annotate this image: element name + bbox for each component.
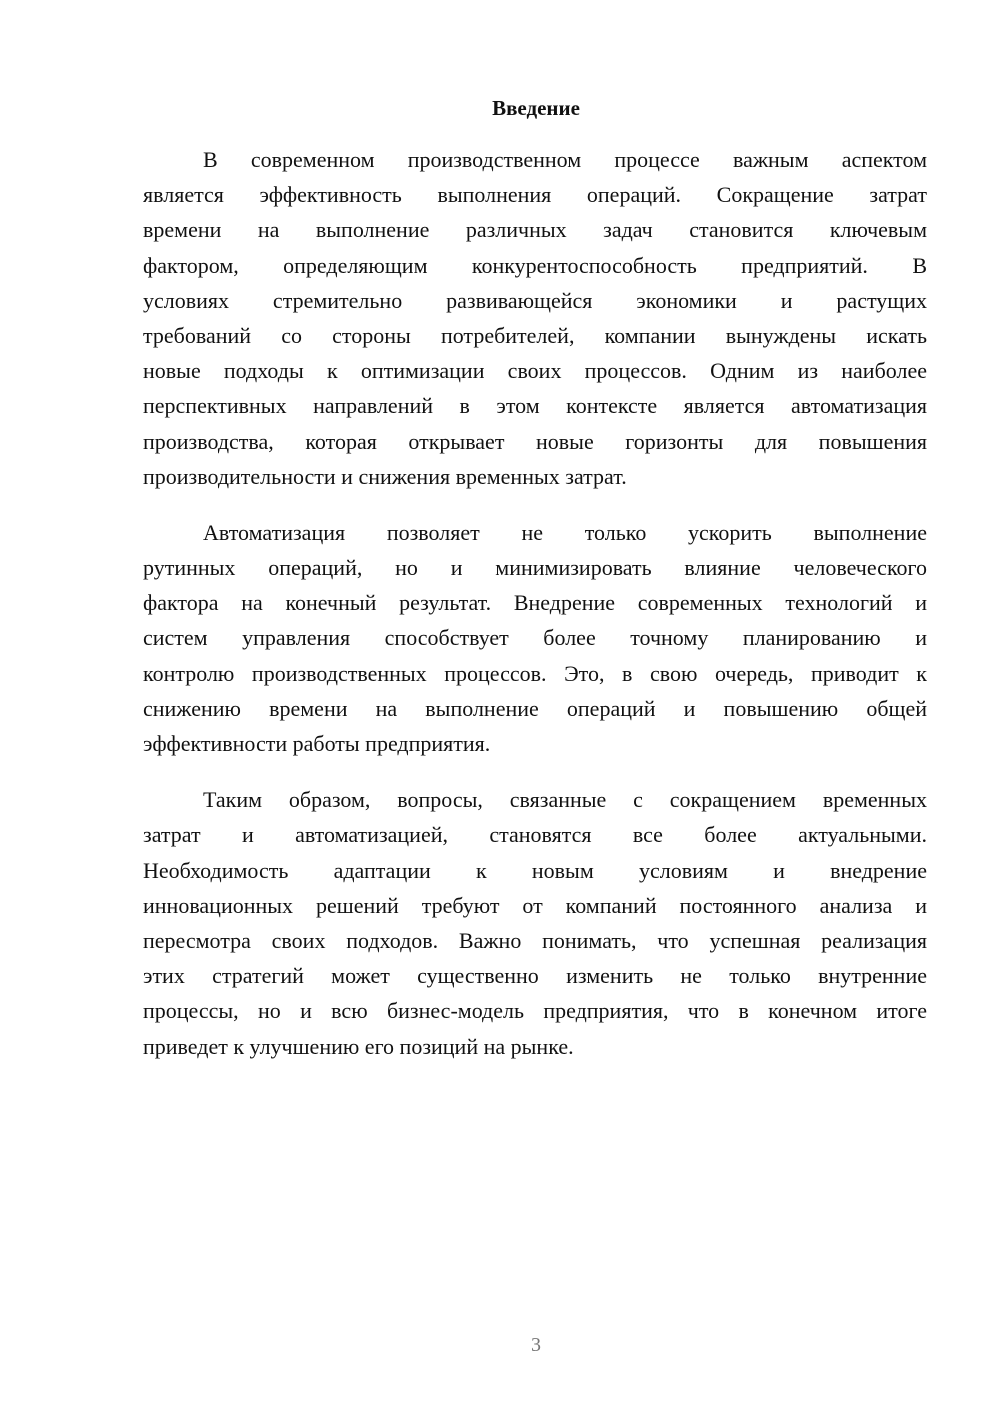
- text-line: фактором, определяющим конкурентоспособность предприятий. В: [143, 252, 927, 278]
- document-body: [143, 142, 927, 1085]
- text-line: снижению времени на выполнение операций и повышению общей: [143, 695, 927, 721]
- text-line: рутинных операций, но и минимизировать влияние человеческого: [143, 555, 927, 581]
- text-line: эффективности работы предприятия.: [143, 731, 491, 756]
- paragraph: [143, 142, 927, 494]
- text-line: инновационных решений требуют от компаний постоянного анализа и: [143, 892, 927, 918]
- text-line: времени на выполнение различных задач становится ключевым: [143, 217, 927, 243]
- text-line: приведет к улучшению его позиций на рынке.: [143, 1033, 574, 1059]
- paragraph: [143, 782, 927, 1064]
- text-line: производительности и снижения временных затрат.: [143, 463, 627, 489]
- text-line: Автоматизация позволяет не только ускорить выполнение: [203, 519, 927, 545]
- text-line: процессы, но и всю бизнес-модель предприятия, что в конечном итоге: [143, 998, 927, 1024]
- text-line: Необходимость адаптации к новым условиям и внедрение: [143, 857, 927, 883]
- text-line: В современном производственном процессе важным аспектом: [203, 147, 927, 172]
- page-title: Введение: [492, 96, 580, 120]
- text-line: перспективных направлений в этом контексте является автоматизация: [143, 393, 927, 419]
- text-line: систем управления способствует более точному планированию и: [143, 625, 927, 651]
- text-line: пересмотра своих подходов. Важно понимать, что успешная реализация: [143, 927, 927, 953]
- page-number: 3: [531, 1334, 541, 1356]
- text-line: Таким образом, вопросы, связанные с сокращением временных: [203, 787, 927, 813]
- text-line: требований со стороны потребителей, компании вынуждены искать: [143, 322, 927, 348]
- text-line: этих стратегий может существенно изменить не только внутренние: [143, 963, 927, 989]
- text-line: контролю производственных процессов. Это, в свою очередь, приводит к: [143, 660, 927, 686]
- text-line: фактора на конечный результат. Внедрение современных технологий и: [143, 590, 927, 616]
- text-line: новые подходы к оптимизации своих процессов. Одним из наиболее: [143, 358, 927, 384]
- text-line: условиях стремительно развивающейся экономики и растущих: [143, 287, 927, 313]
- paragraph: [143, 515, 927, 761]
- text-line: является эффективность выполнения операций. Сокращение затрат: [143, 182, 927, 208]
- text-line: производства, которая открывает новые горизонты для повышения: [143, 428, 927, 454]
- text-line: затрат и автоматизацией, становятся все более актуальными.: [143, 822, 927, 848]
